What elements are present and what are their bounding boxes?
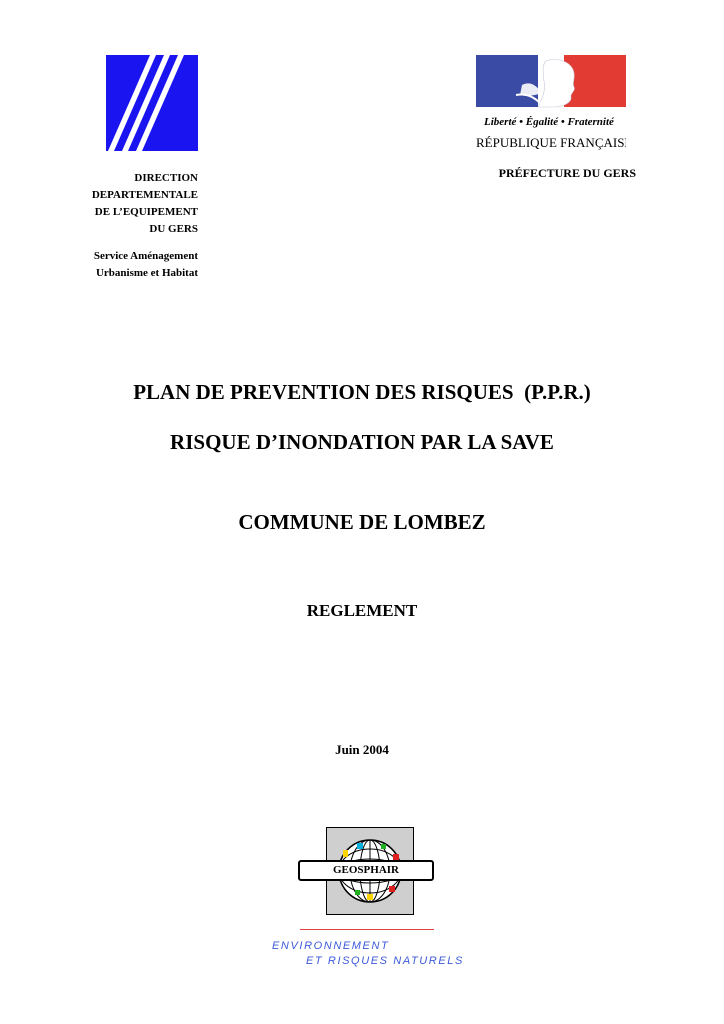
- direction-line: DEPARTEMENTALE: [91, 189, 198, 201]
- direction-block: [40, 170, 198, 282]
- service-line: Urbanisme et Habitat: [95, 267, 198, 279]
- direction-line: DU GERS: [149, 223, 198, 235]
- document-date: Juin 2004: [335, 742, 389, 757]
- direction-line: DIRECTION: [134, 172, 198, 184]
- geosphair-label: GEOSPHAIR: [298, 860, 434, 881]
- document-subtitle: RISQUE D’INONDATION PAR LA SAVE: [170, 430, 554, 454]
- dde-logo-icon: [106, 55, 198, 151]
- commune-title: COMMUNE DE LOMBEZ: [238, 510, 486, 534]
- direction-line: DE L’EQUIPEMENT: [94, 206, 198, 218]
- motto-text: Liberté • Égalité • Fraternité: [484, 116, 614, 128]
- marianne-logo-icon: [476, 55, 626, 155]
- section-title: REGLEMENT: [306, 601, 418, 620]
- service-line: Service Aménagement: [93, 250, 198, 262]
- document-title: PLAN DE PREVENTION DES RISQUES (P.P.R.): [133, 380, 591, 404]
- tagline-environnement: ENVIRONNEMENT: [272, 940, 390, 952]
- tagline-risques: ET RISQUES NATURELS: [306, 955, 464, 967]
- prefecture-label: PRÉFECTURE DU GERS: [498, 166, 636, 180]
- republic-text: RÉPUBLIQUE FRANÇAISE: [476, 135, 626, 150]
- divider-line: [300, 929, 434, 930]
- service-block: [40, 248, 198, 282]
